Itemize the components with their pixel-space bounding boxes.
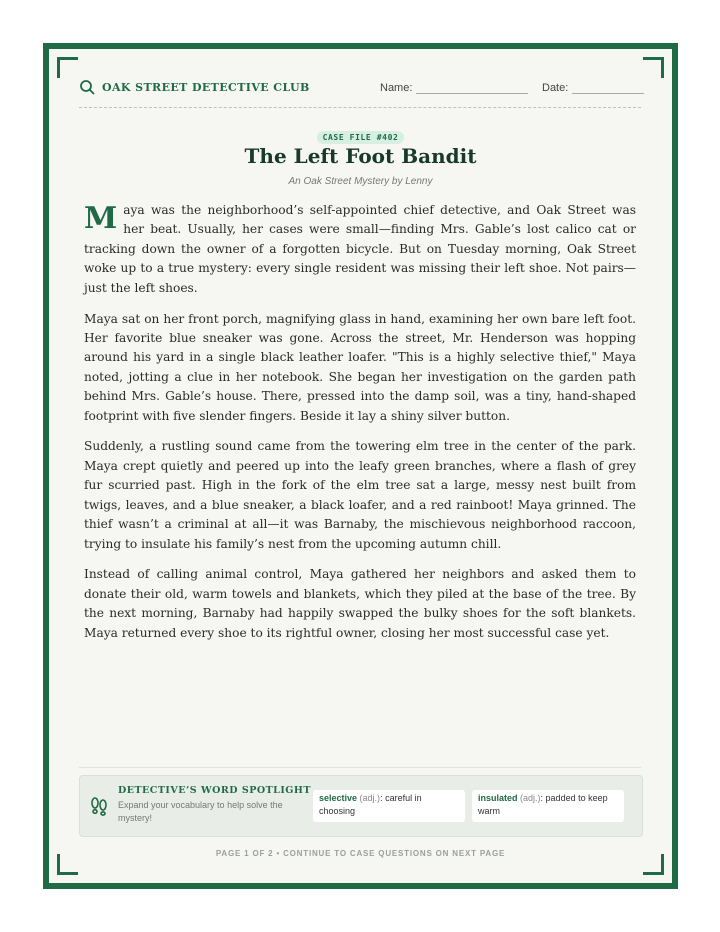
spotlight-title: DETECTIVE’S WORD SPOTLIGHT	[118, 785, 311, 796]
vocab-card-insulated	[472, 790, 624, 822]
club-name: OAK STREET DETECTIVE CLUB	[102, 80, 310, 94]
club-brand	[79, 79, 310, 95]
vocab-part-of-speech: (adj.)	[520, 793, 541, 803]
vocab-word: insulated	[478, 793, 518, 803]
worksheet-header	[79, 77, 641, 108]
vocab-card-selective	[313, 790, 465, 822]
paragraph-1-text: aya was the neighborhood’s self-appointed chief detective, and Oak Street was her beat. Usually, her cases were small—finding Mrs. Gable’s lost calico cat or tracking down the owner of a forgotten bicycle. But on Tuesday morning, Oak Street woke up to a true mystery: every single resident was missing their left shoe. Not pairs—just the left shoes.	[84, 203, 636, 295]
name-label: Name:	[380, 82, 413, 94]
vocab-definition: : careful in choosing	[319, 793, 422, 816]
story-body	[84, 201, 636, 655]
story-paragraph-2: Maya sat on her front porch, magnifying glass in hand, examining her own bare left foot. Her favorite blue sneaker was gone. Across the street, Mr. Henderson was hopping around his yard in a single black leather loafer. "This is a highly selective thief," Maya noted, jotting a clue in her notebook. She began her investigation on the garden path behind Mrs. Gable’s house. There, pressed into the damp soil, was a tiny, hand-shaped footprint with five slender fingers. Beside it lay a shiny silver button.	[84, 311, 636, 423]
story-paragraph-4: Instead of calling animal control, Maya gathered her neighbors and asked them to donate their old, warm towels and blankets, which they piled at the base of the tree. By the next morning, Barnaby had happily swapped the bulky shoes for the soft blankets. Maya returned every shoe to its rightful owner, closing her most successful case yet.	[84, 567, 636, 640]
vocab-part-of-speech: (adj.)	[359, 793, 381, 803]
story-byline: An Oak Street Mystery by Lenny	[288, 176, 433, 187]
name-field[interactable]	[380, 81, 528, 94]
case-file-badge: CASE FILE #402	[317, 131, 405, 144]
magnifying-glass-icon	[79, 79, 95, 95]
footprints-icon	[90, 796, 108, 816]
date-field[interactable]	[542, 81, 644, 94]
case-file-badge-wrap	[49, 125, 672, 144]
name-line[interactable]	[416, 81, 528, 94]
date-line[interactable]	[572, 81, 644, 94]
date-label: Date:	[542, 82, 569, 94]
worksheet-frame	[43, 43, 678, 889]
story-title: The Left Foot Bandit	[244, 144, 477, 168]
corner-mark-top-left	[57, 57, 78, 78]
vocab-definition: : padded to keep warm	[478, 793, 608, 816]
page-footer: PAGE 1 OF 2 • CONTINUE TO CASE QUESTIONS ON NEXT PAGE	[215, 849, 506, 858]
vocab-word: selective	[319, 793, 358, 803]
spotlight-subtitle: Expand your vocabulary to help solve the mystery!	[118, 800, 283, 823]
drop-cap: M	[84, 201, 118, 236]
spotlight-divider	[79, 767, 641, 768]
story-paragraph-3: Suddenly, a rustling sound came from the towering elm tree in the center of the park. Maya crept quietly and peered up into the leafy green branches, where a flash of grey fur scurried past. High in the fork of the elm tree sat a large, messy nest built from twigs, leaves, and a blue sneaker, a black loafer, and a red rainboot! Maya grinned. The thief wasn’t a criminal at all—it was Barnaby, the mischievous neighborhood raccoon, trying to insulate his family’s nest from the upcoming autumn chill.	[84, 439, 636, 551]
corner-mark-top-right	[643, 57, 664, 78]
story-paragraph-1	[84, 201, 636, 298]
word-spotlight	[79, 775, 643, 837]
